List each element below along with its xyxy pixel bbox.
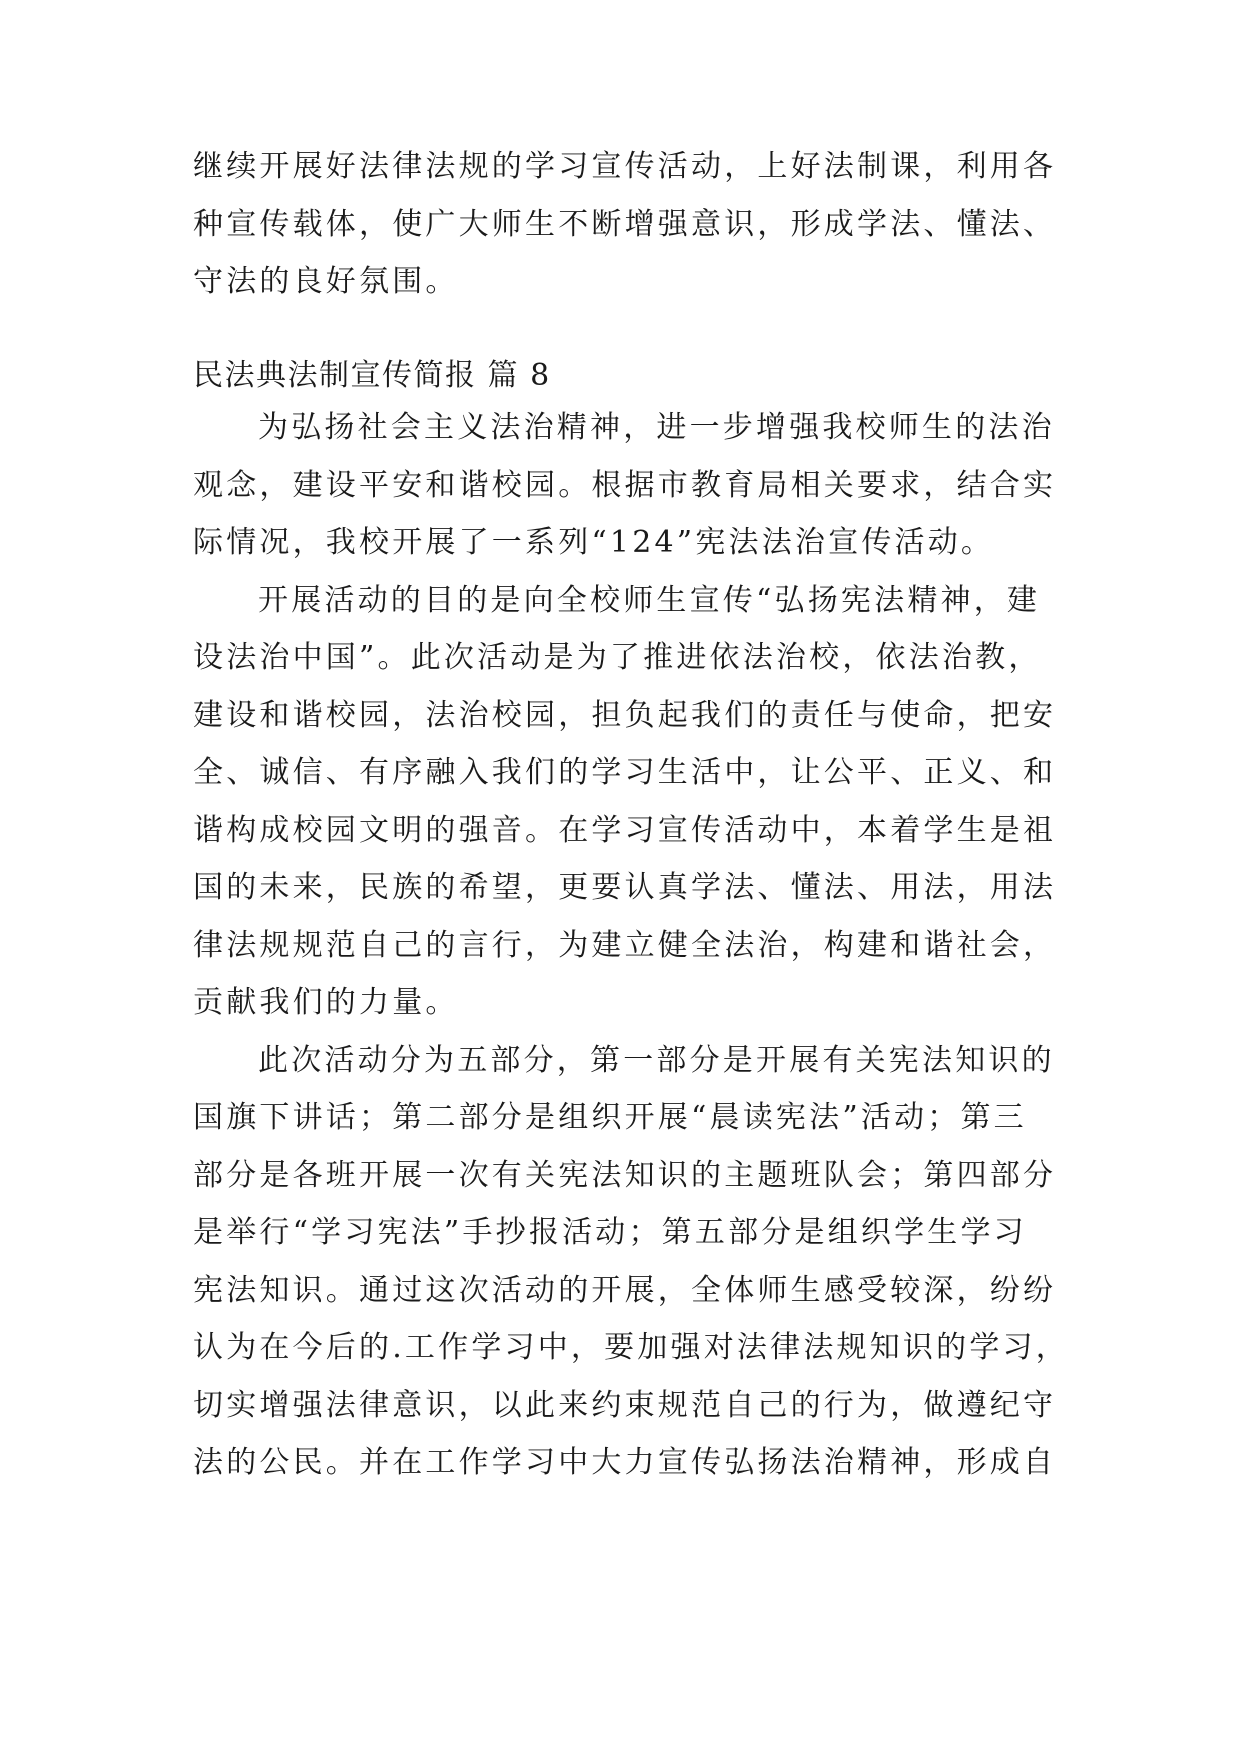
paragraph2-line-1: 开展活动的目的是向全校师生宣传“弘扬宪法精神，建 [258,583,1041,618]
intro-line-1: 继续开展好法律法规的学习宣传活动，上好法制课，利用各 [193,149,1057,184]
paragraph1-line-1: 为弘扬社会主义法治精神，进一步增强我校师生的法治 [258,410,1055,445]
paragraph3-line-4: 是举行“学习宪法”手抄报活动；第五部分是组织学生学习 [193,1215,1027,1250]
paragraph2-line-8: 贡献我们的力量。 [193,985,459,1020]
paragraph2-line-5: 谐构成校园文明的强音。在学习宣传活动中，本着学生是祖 [193,813,1057,848]
intro-line-3: 守法的良好氛围。 [193,264,459,299]
paragraph3-line-6: 认为在今后的.工作学习中，要加强对法律法规知识的学习， [193,1330,1069,1365]
paragraph3-line-2: 国旗下讲话；第二部分是组织开展“晨读宪法”活动；第三 [193,1100,1027,1135]
paragraph2-line-3: 建设和谐校园，法治校园，担负起我们的责任与使命，把安 [193,698,1057,733]
paragraph3-line-3: 部分是各班开展一次有关宪法知识的主题班队会；第四部分 [193,1158,1057,1193]
paragraph2-line-4: 全、诚信、有序融入我们的学习生活中，让公平、正义、和 [193,755,1057,790]
paragraph3-line-5: 宪法知识。通过这次活动的开展，全体师生感受较深，纷纷 [193,1273,1057,1308]
intro-line-2: 种宣传载体，使广大师生不断增强意识，形成学法、懂法、 [193,207,1057,242]
paragraph3-line-8: 法的公民。并在工作学习中大力宣传弘扬法治精神，形成自 [193,1445,1057,1480]
paragraph1-line-2: 观念，建设平安和谐校园。根据市教育局相关要求，结合实 [193,468,1057,503]
paragraph2-line-7: 律法规规范自己的言行，为建立健全法治，构建和谐社会， [193,928,1057,963]
paragraph1-line-3: 际情况，我校开展了一系列“124”宪法法治宣传活动。 [193,525,995,560]
section-title: 民法典法制宣传简报 篇 8 [193,358,551,393]
paragraph2-line-2: 设法治中国”。此次活动是为了推进依法治校，依法治教， [193,640,1042,675]
paragraph3-line-7: 切实增强法律意识，以此来约束规范自己的行为，做遵纪守 [193,1388,1057,1423]
paragraph2-line-6: 国的未来，民族的希望，更要认真学法、懂法、用法，用法 [193,870,1057,905]
paragraph3-line-1: 此次活动分为五部分，第一部分是开展有关宪法知识的 [258,1043,1055,1078]
